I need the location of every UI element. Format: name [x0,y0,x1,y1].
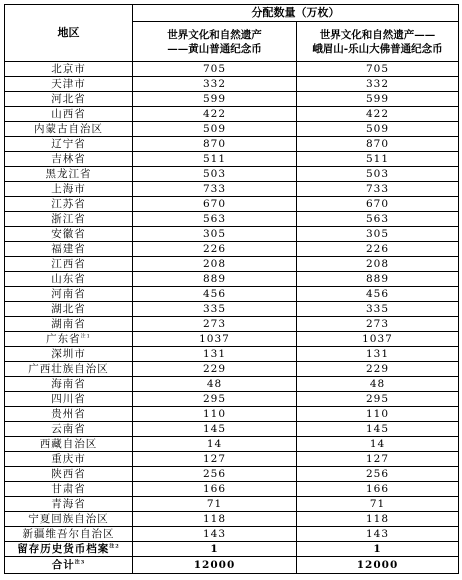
table-row [5,287,459,302]
region-name: 湖北省 [51,303,86,315]
region-name: 四川省 [51,393,86,405]
region-name: 江西省 [51,258,86,270]
huangshan-quantity-cell: 143 [133,527,297,542]
region-cell [5,77,133,92]
region-cell [5,437,133,452]
huangshan-quantity-cell: 110 [133,407,297,422]
huangshan-quantity-cell: 456 [133,287,297,302]
region-name: 浙江省 [51,213,86,225]
region-name: 吉林省 [51,153,86,165]
huangshan-quantity-cell: 48 [133,377,297,392]
table-row [5,197,459,212]
huangshan-quantity-cell: 889 [133,272,297,287]
table-row [5,452,459,467]
emeishan-quantity-cell: 705 [297,62,459,77]
region-name: 内蒙古自治区 [34,123,103,135]
emeishan-quantity-cell: 670 [297,197,459,212]
footnote-marker: 注3 [74,559,86,566]
region-cell [5,377,133,392]
region-cell [5,512,133,527]
huangshan-quantity-cell: 226 [133,242,297,257]
region-name: 合计 [51,559,75,571]
table-row [5,557,459,574]
emeishan-quantity-cell: 599 [297,92,459,107]
emeishan-quantity-cell: 422 [297,107,459,122]
region-cell [5,62,133,77]
huangshan-quantity-cell: 599 [133,92,297,107]
table-row [5,392,459,407]
table-row [5,527,459,542]
emeishan-quantity-cell: 229 [297,362,459,377]
emeishan-quantity-cell: 511 [297,152,459,167]
huangshan-coin-header-line1: 世界文化和自然遗产 [167,28,262,41]
region-cell [5,347,133,362]
region-name: 广东省 [46,333,81,345]
table-row [5,437,459,452]
huangshan-quantity-cell: 332 [133,77,297,92]
header-row-top [5,5,459,22]
footnote-marker: 注2 [109,543,120,550]
region-cell [5,302,133,317]
huangshan-coin-header [133,22,297,62]
region-cell [5,392,133,407]
emeishan-coin-header [297,22,459,62]
huangshan-quantity-cell: 127 [133,452,297,467]
region-cell [5,332,133,347]
region-cell [5,152,133,167]
table-body [5,62,459,574]
region-name: 山西省 [51,108,86,120]
huangshan-quantity-cell: 1 [133,542,297,557]
region-name: 陕西省 [51,468,86,480]
emeishan-quantity-cell: 48 [297,377,459,392]
table-row [5,182,459,197]
table-row [5,272,459,287]
huangshan-quantity-cell: 511 [133,152,297,167]
table-row [5,122,459,137]
emeishan-quantity-cell: 145 [297,422,459,437]
region-name: 江苏省 [51,198,86,210]
table-row [5,347,459,362]
huangshan-quantity-cell: 131 [133,347,297,362]
emeishan-quantity-cell: 127 [297,452,459,467]
emeishan-quantity-cell: 208 [297,257,459,272]
region-cell [5,497,133,512]
table-row [5,542,459,557]
huangshan-quantity-cell: 705 [133,62,297,77]
emeishan-quantity-cell: 12000 [297,557,459,574]
emeishan-quantity-cell: 733 [297,182,459,197]
table-row [5,77,459,92]
huangshan-quantity-cell: 563 [133,212,297,227]
emeishan-coin-header-line2: 峨眉山-乐山大佛普通纪念币 [312,42,443,55]
huangshan-quantity-cell: 145 [133,422,297,437]
region-name: 上海市 [51,183,86,195]
region-cell [5,257,133,272]
huangshan-quantity-cell: 733 [133,182,297,197]
emeishan-quantity-cell: 273 [297,317,459,332]
region-cell [5,92,133,107]
region-cell [5,317,133,332]
allocation-table [4,4,459,574]
region-name: 黑龙江省 [45,168,92,180]
table-row [5,257,459,272]
emeishan-quantity-cell: 1 [297,542,459,557]
region-cell [5,287,133,302]
region-cell [5,212,133,227]
emeishan-quantity-cell: 563 [297,212,459,227]
allocation-table-container [4,4,458,574]
region-header: 地区 [5,5,133,62]
region-name: 重庆市 [51,453,86,465]
emeishan-quantity-cell: 256 [297,467,459,482]
region-name: 广西壮族自治区 [28,363,109,375]
region-name: 河南省 [51,288,86,300]
emeishan-quantity-cell: 118 [297,512,459,527]
huangshan-quantity-cell: 295 [133,392,297,407]
table-row [5,107,459,122]
table-row [5,332,459,347]
region-cell [5,362,133,377]
table-row [5,242,459,257]
region-cell [5,557,133,574]
emeishan-quantity-cell: 332 [297,77,459,92]
region-cell [5,407,133,422]
region-cell [5,452,133,467]
huangshan-quantity-cell: 503 [133,167,297,182]
region-name: 甘肃省 [51,483,86,495]
region-name: 深圳市 [51,348,86,360]
emeishan-quantity-cell: 305 [297,227,459,242]
table-row [5,362,459,377]
region-name: 贵州省 [51,408,86,420]
region-name: 青海省 [51,498,86,510]
region-cell [5,242,133,257]
huangshan-coin-header-line2: ——黄山普通纪念币 [167,42,262,55]
region-cell [5,467,133,482]
region-name: 河北省 [51,93,86,105]
region-name: 云南省 [51,423,86,435]
huangshan-quantity-cell: 71 [133,497,297,512]
emeishan-quantity-cell: 456 [297,287,459,302]
table-row [5,512,459,527]
region-name: 福建省 [51,243,86,255]
allocation-quantity-header: 分配数量（万枚） [133,5,459,22]
region-cell [5,167,133,182]
region-cell [5,227,133,242]
table-row [5,497,459,512]
region-cell [5,482,133,497]
emeishan-quantity-cell: 870 [297,137,459,152]
emeishan-quantity-cell: 131 [297,347,459,362]
huangshan-quantity-cell: 229 [133,362,297,377]
emeishan-quantity-cell: 295 [297,392,459,407]
emeishan-quantity-cell: 166 [297,482,459,497]
table-row [5,422,459,437]
huangshan-quantity-cell: 208 [133,257,297,272]
table-row [5,167,459,182]
region-cell [5,422,133,437]
huangshan-quantity-cell: 12000 [133,557,297,574]
table-row [5,62,459,77]
huangshan-quantity-cell: 118 [133,512,297,527]
region-cell [5,107,133,122]
emeishan-quantity-cell: 335 [297,302,459,317]
table-row [5,92,459,107]
huangshan-quantity-cell: 256 [133,467,297,482]
region-name: 海南省 [51,378,86,390]
region-cell [5,272,133,287]
table-row [5,482,459,497]
emeishan-quantity-cell: 889 [297,272,459,287]
emeishan-quantity-cell: 509 [297,122,459,137]
emeishan-quantity-cell: 503 [297,167,459,182]
region-name: 西藏自治区 [39,438,98,450]
huangshan-quantity-cell: 14 [133,437,297,452]
region-cell [5,197,133,212]
region-cell [5,137,133,152]
table-row [5,407,459,422]
table-row [5,212,459,227]
region-cell [5,182,133,197]
region-cell [5,542,133,557]
emeishan-quantity-cell: 14 [297,437,459,452]
region-name: 天津市 [51,78,86,90]
emeishan-quantity-cell: 226 [297,242,459,257]
region-name: 留存历史货币档案 [17,543,110,555]
region-name: 山东省 [51,273,86,285]
footnote-marker: 注1 [80,333,91,340]
region-name: 湖南省 [51,318,86,330]
huangshan-quantity-cell: 335 [133,302,297,317]
huangshan-quantity-cell: 422 [133,107,297,122]
table-row [5,137,459,152]
huangshan-quantity-cell: 670 [133,197,297,212]
huangshan-quantity-cell: 305 [133,227,297,242]
table-row [5,317,459,332]
huangshan-quantity-cell: 509 [133,122,297,137]
table-row [5,152,459,167]
emeishan-quantity-cell: 143 [297,527,459,542]
table-row [5,227,459,242]
table-row [5,377,459,392]
huangshan-quantity-cell: 870 [133,137,297,152]
region-cell [5,527,133,542]
emeishan-coin-header-line1: 世界文化和自然遗产—— [319,28,436,41]
huangshan-quantity-cell: 1037 [133,332,297,347]
region-name: 辽宁省 [51,138,86,150]
emeishan-quantity-cell: 71 [297,497,459,512]
emeishan-quantity-cell: 1037 [297,332,459,347]
table-row [5,467,459,482]
region-name: 新疆维吾尔自治区 [22,528,115,540]
huangshan-quantity-cell: 166 [133,482,297,497]
region-name: 宁夏回族自治区 [28,513,109,525]
table-row [5,302,459,317]
region-name: 北京市 [51,63,86,75]
region-name: 安徽省 [51,228,86,240]
emeishan-quantity-cell: 110 [297,407,459,422]
region-cell [5,122,133,137]
huangshan-quantity-cell: 273 [133,317,297,332]
